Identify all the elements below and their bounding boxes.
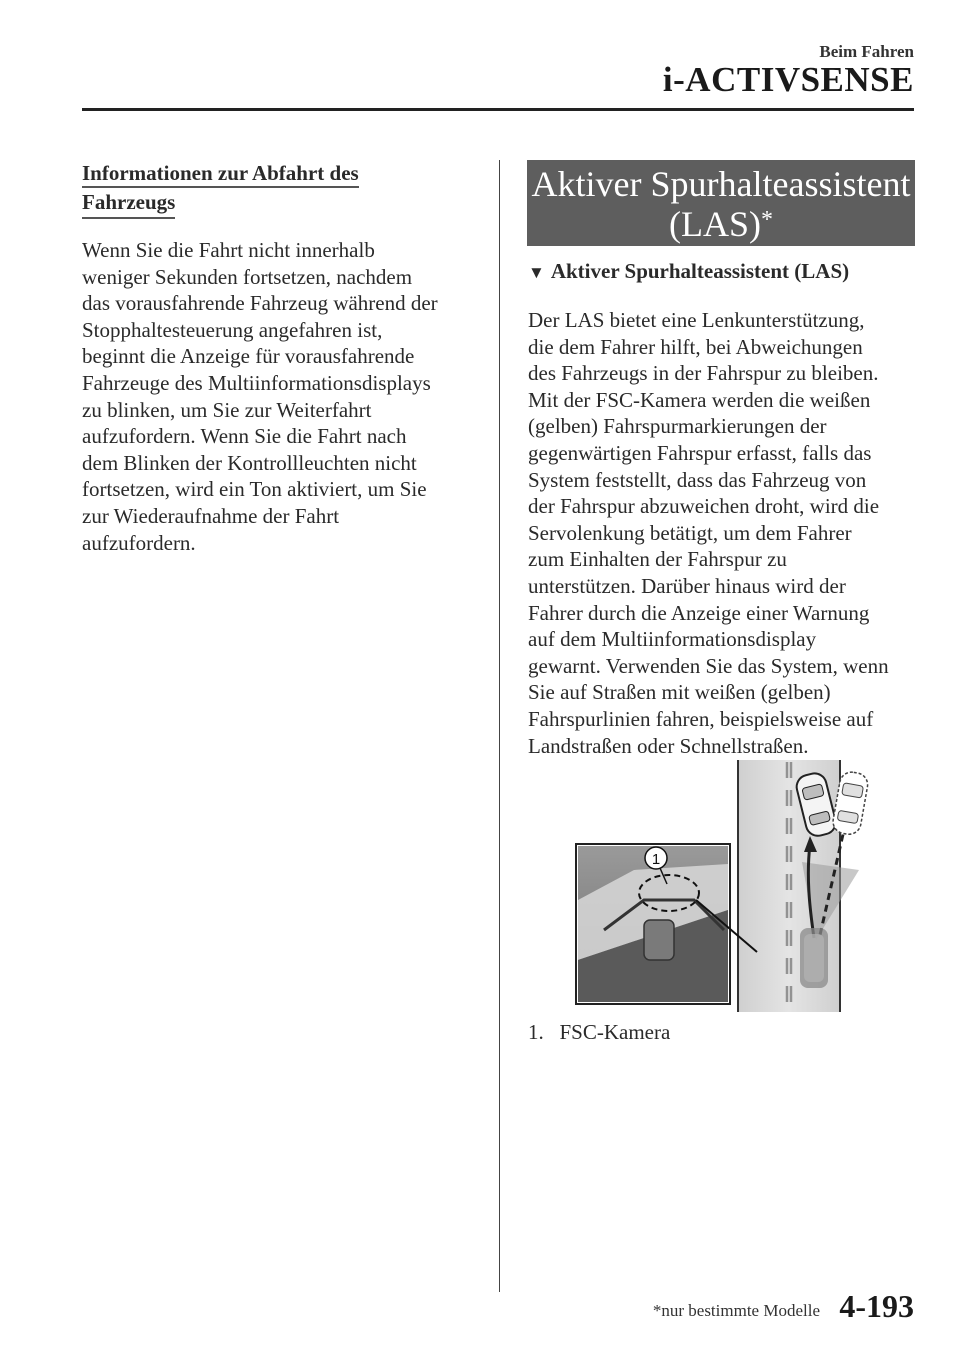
title-line2-wrap [527, 204, 915, 244]
left-column [82, 160, 482, 556]
page-number: 4-193 [839, 1288, 914, 1324]
camera-inset [576, 844, 757, 1004]
chapter-title: Beim Fahren [819, 42, 914, 61]
figure-callout-number: 1 [651, 851, 661, 868]
left-heading-line2: Fahrzeugs [82, 189, 175, 219]
las-illustration [574, 760, 874, 1012]
left-heading [82, 160, 482, 219]
left-body-text: Wenn Sie die Fahrt nicht innerhalb weniger Sekunden fortsetzen, nachdem das vorausfahrende Fahrzeug während der Stopphaltesteuerung angefahren ist, beginnt die Anzeige für vorausfahrende Fahrzeuge des Multiinformationsdisplays zu blinken, um Sie zur Weiterfahrt aufzufordern. Wenn Sie die Fahrt nach dem Blinken der Kontrollleuchten nicht fortsetzen, wird ein Ton aktiviert, um Sie zur Wiederaufnahme der Fahrt aufzufordern. [82, 238, 438, 555]
header-rule [82, 108, 914, 111]
right-body-text: Der LAS bietet eine Lenkunterstützung, die dem Fahrer hilft, bei Abweichungen des Fahrzeugs in der Fahrspur zu bleiben. Mit der FSC-Kamera werden die weißen (gelben) Fahrspurmarkierungen der gegenwärtigen Fahrspur erfasst, falls das System feststellt, dass das Fahrzeug von der Fahrspur abzuweichen droht, wird die Servolenkung betätigt, um dem Fahrer zum Einhalten der Fahrspur zu unterstützen. Darüber hinaus wird der Fahrer durch die Anzeige einer Warnung auf dem Multiinformationsdisplay gewarnt. Verwenden Sie das System, wenn Sie auf Straßen mit weißen (gelben) Fahrspurlinien fahren, beispielsweise auf Landstraßen oder Schnellstraßen. [528, 308, 889, 758]
section-title-box [527, 160, 915, 246]
title-footnote-mark: * [761, 207, 773, 233]
road-diagram [737, 760, 870, 1012]
left-heading-line1: Informationen zur Abfahrt des [82, 161, 359, 188]
triangle-marker-icon: ▼ [528, 263, 545, 282]
title-line2: (LAS) [669, 204, 761, 244]
footnote: *nur bestimmte Modelle [652, 1301, 820, 1320]
right-column [528, 307, 918, 759]
sub-heading [528, 259, 849, 284]
column-divider [499, 160, 500, 1292]
sub-heading-text: Aktiver Spurhalteassistent (LAS) [550, 259, 850, 283]
section-title: i-ACTIVSENSE [662, 60, 914, 99]
figure-caption: 1. FSC-Kamera [528, 1020, 671, 1044]
title-line1: Aktiver Spurhalteassistent [531, 164, 911, 204]
las-illustration-svg [574, 760, 874, 1012]
